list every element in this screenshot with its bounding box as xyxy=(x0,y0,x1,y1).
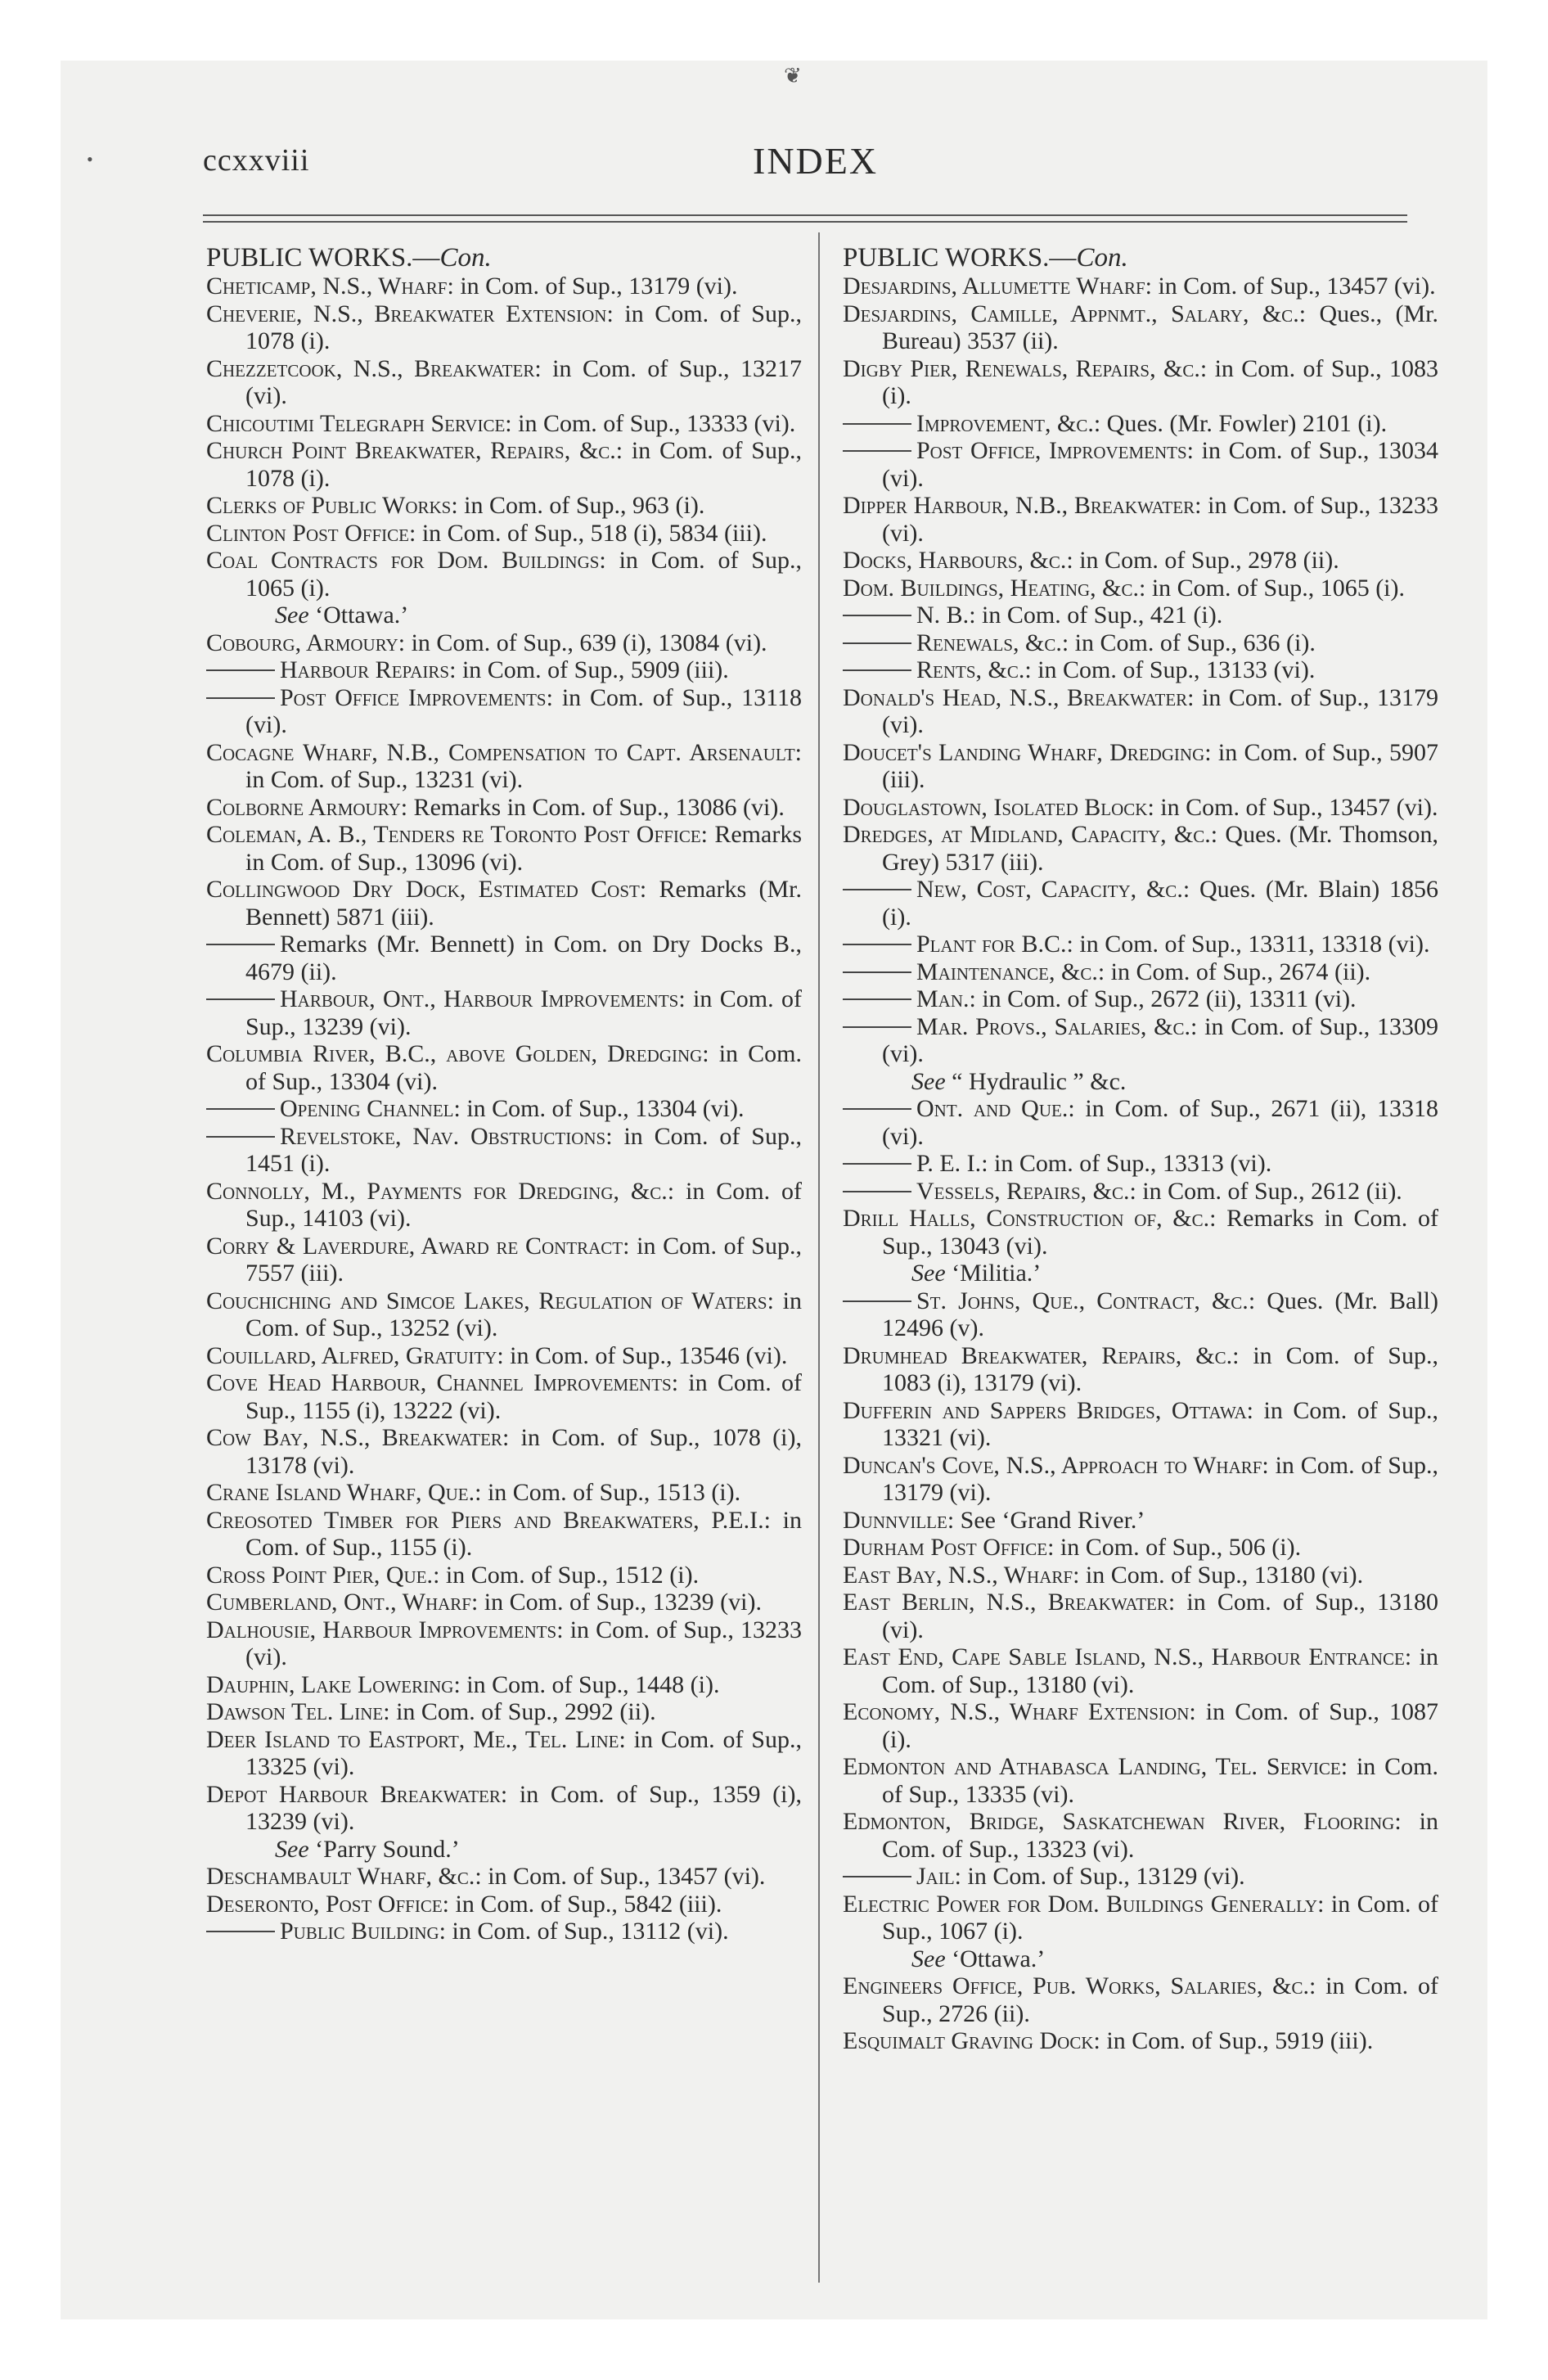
entry-reference: : in Com. of Sup., 13546 (vi). xyxy=(497,1341,788,1369)
entry-heading: N. B. xyxy=(916,602,970,629)
entry-reference: “ Hydraulic ” &c. xyxy=(952,1067,1127,1095)
entry-heading: Renewals, &c. xyxy=(916,629,1062,656)
entry-reference: : in Com. of Sup., 518 (i), 5834 (iii). xyxy=(408,519,767,547)
entry-reference: : Ques. (Mr. Fowler) 2101 (i). xyxy=(1093,409,1388,437)
see-reference: See xyxy=(275,1835,309,1863)
repeat-dash xyxy=(206,1931,275,1932)
entry-reference: : in Com. of Sup., 13304 (vi). xyxy=(453,1095,745,1122)
see-reference: See xyxy=(911,1067,946,1095)
index-entry xyxy=(206,1123,802,1178)
header-rule-second xyxy=(203,221,1407,223)
see-reference: See xyxy=(911,1260,946,1287)
entry-heading: Dredges, at Midland, Capacity, &c. xyxy=(843,821,1211,848)
index-entry xyxy=(843,1945,1438,1973)
index-entry xyxy=(206,794,802,822)
entry-heading: Dalhousie, Harbour Improvements xyxy=(206,1616,557,1643)
entry-heading: Drumhead Breakwater, Repairs, &c. xyxy=(843,1341,1233,1369)
entry-heading: Cross Point Pier, Que. xyxy=(206,1561,434,1589)
entry-reference: : in Com. of Sup., 1078 (i). xyxy=(245,300,802,354)
entry-heading: East End, Cape Sable Island, N.S., Harbour Entrance xyxy=(843,1643,1405,1670)
entry-reference: : Remarks (Mr. Bennett) 5871 (iii). xyxy=(245,876,802,931)
entry-heading: Edmonton, Bridge, Saskatchewan River, Flooring xyxy=(843,1808,1395,1835)
entry-heading: Dom. Buildings, Heating, &c. xyxy=(843,574,1139,602)
repeat-dash xyxy=(843,615,911,616)
entry-reference: : in Com. of Sup., 1078 (i), 13178 (vi). xyxy=(245,1424,802,1479)
entry-heading: Vessels, Repairs, &c. xyxy=(916,1177,1130,1205)
entry-heading: Post Office Improvements xyxy=(280,683,547,711)
margin-mark: • xyxy=(87,149,93,169)
entry-heading: Deseronto, Post Office xyxy=(206,1890,443,1918)
index-entry xyxy=(206,1287,802,1342)
repeat-dash xyxy=(206,697,275,699)
index-entry xyxy=(843,931,1438,958)
repeat-dash xyxy=(843,1191,911,1192)
entry-heading: Harbour, Ont., Harbour Improvements xyxy=(280,985,679,1012)
index-entry xyxy=(843,1013,1438,1068)
index-entry xyxy=(206,1616,802,1671)
index-entry xyxy=(843,958,1438,986)
index-entry xyxy=(206,931,802,985)
index-entry xyxy=(206,1698,802,1726)
column-heading xyxy=(206,244,802,272)
entry-reference: : in Com. of Sup., 13133 (vi). xyxy=(1024,656,1316,683)
see-reference: See xyxy=(275,602,309,629)
index-entry xyxy=(843,492,1438,547)
index-entries xyxy=(843,273,1438,2055)
repeat-dash xyxy=(843,1026,911,1028)
index-entry xyxy=(843,410,1438,438)
index-entry xyxy=(843,437,1438,492)
heading-con: Con. xyxy=(439,243,492,273)
index-entry xyxy=(206,1424,802,1479)
index-entry xyxy=(843,985,1438,1013)
index-entry xyxy=(843,1753,1438,1808)
entry-reference: : Ques. (Mr. Ball) 12496 (v). xyxy=(882,1287,1438,1341)
entry-reference: : in Com. of Sup., 1078 (i). xyxy=(245,437,802,492)
entry-reference: : in Com. of Sup., 13252 (vi). xyxy=(245,1287,802,1341)
heading-text: PUBLIC WORKS.— xyxy=(206,243,440,273)
entry-reference: : in Com. of Sup., 1065 (i). xyxy=(1139,574,1406,602)
entry-reference: : in Com. of Sup., 636 (i). xyxy=(1061,629,1316,656)
repeat-dash xyxy=(843,889,911,890)
entry-heading: Cove Head Harbour, Channel Improvements xyxy=(206,1369,672,1396)
entry-heading: Depot Harbour Breakwater xyxy=(206,1780,501,1808)
entry-reference: : in Com. of Sup., 5909 (iii). xyxy=(449,656,729,683)
entry-heading: Dufferin and Sappers Bridges, Ottawa xyxy=(843,1396,1247,1424)
entry-reference: : in Com. of Sup., 2671 (ii), 13318 (vi). xyxy=(882,1095,1438,1150)
entry-heading: Durham Post Office xyxy=(843,1534,1048,1561)
entry-heading: Deschambault Wharf, &c. xyxy=(206,1863,475,1890)
entry-heading: Harbour Repairs xyxy=(280,656,450,683)
index-entry xyxy=(206,355,802,410)
repeat-dash xyxy=(843,1108,911,1110)
entry-heading: Colborne Armoury xyxy=(206,793,401,821)
index-entry xyxy=(843,575,1438,602)
entry-heading: Connolly, M., Payments for Dredging, &c. xyxy=(206,1177,668,1205)
entry-reference: : in Com. of Sup., 13180 (vi). xyxy=(882,1643,1438,1698)
index-entry xyxy=(206,821,802,876)
entry-heading: Maintenance, &c. xyxy=(916,958,1098,985)
entry-reference: : in Com. of Sup., 1359 (i), 13239 (vi). xyxy=(245,1780,802,1835)
entry-reference: : in Com. of Sup., 1065 (i). xyxy=(245,547,802,602)
entry-reference: : in Com. of Sup., 14103 (vi). xyxy=(245,1177,802,1232)
entry-reference: : in Com. of Sup., 5919 (iii). xyxy=(1093,2027,1374,2054)
entry-reference: : in Com. of Sup., 2992 (ii). xyxy=(383,1698,656,1725)
entry-heading: Collingwood Dry Dock, Estimated Cost xyxy=(206,876,640,903)
index-entry xyxy=(206,1178,802,1233)
index-entry xyxy=(843,1891,1438,1945)
entry-heading: Desjardins, Allumette Wharf xyxy=(843,273,1145,300)
entry-reference: : Remarks in Com. of Sup., 13096 (vi). xyxy=(245,821,802,876)
repeat-dash xyxy=(206,1136,275,1138)
index-entry xyxy=(843,1205,1438,1260)
entry-reference: : in Com. of Sup., 639 (i), 13084 (vi). xyxy=(398,629,767,656)
entry-heading: Doucet's Landing Wharf, Dredging xyxy=(843,738,1205,766)
entry-reference: : in Com. of Sup., 13323 (vi). xyxy=(882,1808,1439,1863)
entry-reference: ‘Parry Sound.’ xyxy=(315,1835,460,1863)
entry-heading: Cobourg, Armoury xyxy=(206,629,398,656)
index-entry xyxy=(206,1233,802,1287)
entry-reference: : in Com. of Sup., 1451 (i). xyxy=(245,1122,802,1177)
index-entry xyxy=(843,1287,1438,1342)
entry-heading: Couillard, Alfred, Gratuity xyxy=(206,1341,497,1369)
entry-heading: Cheverie, N.S., Breakwater Extension xyxy=(206,300,607,327)
ornament-mark: ❦ xyxy=(784,64,802,88)
index-entry xyxy=(843,739,1438,794)
entry-heading: Digby Pier, Renewals, Repairs, &c. xyxy=(843,354,1200,382)
entry-reference: : Ques. (Mr. Blain) 1856 (i). xyxy=(882,876,1438,931)
entry-heading: Opening Channel xyxy=(280,1095,454,1122)
heading-text: PUBLIC WORKS.— xyxy=(843,243,1077,273)
index-entry xyxy=(206,1342,802,1370)
entry-reference: : in Com. of Sup., 13217 (vi). xyxy=(245,354,802,409)
index-entry xyxy=(843,1808,1438,1863)
entry-reference: : in Com. of Sup., 13179 (vi). xyxy=(882,683,1438,738)
entry-heading: Public Building xyxy=(280,1918,439,1945)
entry-heading: Jail xyxy=(916,1863,955,1890)
entry-heading: Corry & Laverdure, Award re Contract xyxy=(206,1232,623,1260)
repeat-dash xyxy=(843,642,911,644)
left-column xyxy=(206,244,802,1945)
index-entry xyxy=(843,547,1438,575)
entry-heading: Dauphin, Lake Lowering xyxy=(206,1670,454,1698)
index-entry xyxy=(206,1781,802,1836)
index-entry xyxy=(843,684,1438,739)
repeat-dash xyxy=(843,944,911,945)
entry-reference: : in Com. of Sup., 1448 (i). xyxy=(453,1670,720,1698)
entry-heading: Dipper Harbour, N.B., Breakwater xyxy=(843,492,1195,519)
entry-reference: : in Com. of Sup., 1155 (i). xyxy=(245,1506,803,1561)
index-entry xyxy=(206,1891,802,1918)
index-entry xyxy=(843,1562,1438,1589)
index-entry xyxy=(206,1671,802,1699)
index-entry xyxy=(206,547,802,602)
index-entry xyxy=(843,1150,1438,1178)
entry-reference: : in Com. of Sup., 13304 (vi). xyxy=(245,1040,802,1095)
entry-reference: : in Com. of Sup., 1083 (i). xyxy=(882,354,1438,409)
entry-reference: : in Com. of Sup., 13321 (vi). xyxy=(882,1396,1438,1451)
index-entry xyxy=(843,1863,1438,1891)
entry-reference: : in Com. of Sup., 13313 (vi). xyxy=(981,1150,1272,1177)
entry-heading: Esquimalt Graving Dock xyxy=(843,2027,1094,2054)
index-entry xyxy=(206,410,802,438)
entry-heading: Revelstoke, Nav. Obstructions xyxy=(280,1122,606,1150)
index-entry xyxy=(206,1836,802,1864)
index-entry xyxy=(843,1260,1438,1287)
index-entry xyxy=(843,821,1438,876)
repeat-dash xyxy=(843,998,911,1000)
entry-heading: Drill Halls, Construction of, &c. xyxy=(843,1205,1210,1232)
entry-reference: : Ques. (Mr. Thomson, Grey) 5317 (iii). xyxy=(882,821,1438,876)
entry-reference: : in Com. of Sup., 13457 (vi). xyxy=(475,1863,766,1890)
repeat-dash xyxy=(843,450,911,452)
entry-reference: : Remarks in Com. of Sup., 13086 (vi). xyxy=(400,793,785,821)
entry-heading: Cumberland, Ont., Wharf xyxy=(206,1589,471,1616)
index-entry xyxy=(843,794,1438,822)
entry-reference: : in Com. of Sup., 13179 (vi). xyxy=(882,1451,1438,1506)
page-number: ccxxviii xyxy=(203,143,310,178)
index-entry xyxy=(843,273,1438,300)
entry-reference: ‘Militia.’ xyxy=(952,1260,1042,1287)
entry-reference: : in Com. of Sup., 1512 (i). xyxy=(433,1561,700,1589)
entry-heading: Rents, &c. xyxy=(916,656,1025,683)
index-entry xyxy=(843,1178,1438,1206)
heading-con: Con. xyxy=(1076,243,1128,273)
index-entry xyxy=(206,492,802,520)
index-entry xyxy=(206,1726,802,1781)
column-heading xyxy=(843,244,1438,272)
entry-reference: : in Com. of Sup., 2672 (ii), 13311 (vi). xyxy=(969,985,1357,1012)
index-entry xyxy=(206,437,802,492)
index-entry xyxy=(843,1643,1438,1698)
index-entry xyxy=(206,629,802,657)
entry-reference: : in Com. of Sup., 13180 (vi). xyxy=(1073,1561,1364,1589)
entry-reference: : in Com. of Sup., 13333 (vi). xyxy=(505,409,796,437)
entry-reference: : in Com. of Sup., 13457 (vi). xyxy=(1147,793,1438,821)
index-entry xyxy=(843,1534,1438,1562)
index-entry xyxy=(206,520,802,548)
index-entry xyxy=(843,629,1438,657)
index-entry xyxy=(206,1863,802,1891)
entry-reference: ‘Ottawa.’ xyxy=(952,1945,1046,1972)
entry-heading: Deer Island to Eastport, Me., Tel. Line xyxy=(206,1725,619,1753)
entry-reference: : in Com. of Sup., 13239 (vi). xyxy=(245,985,802,1040)
index-entry xyxy=(206,1479,802,1507)
entry-reference: : in Com. of Sup., 13309 (vi). xyxy=(882,1012,1438,1067)
entry-heading: East Berlin, N.S., Breakwater xyxy=(843,1589,1168,1616)
entry-heading: Cheticamp, N.S., Wharf xyxy=(206,273,448,300)
entry-reference: : in Com. of Sup., 13180 (vi). xyxy=(882,1589,1438,1643)
entry-reference: : in Com. of Sup., 2726 (ii). xyxy=(882,1972,1438,2027)
entry-reference: : in Com. of Sup., 7557 (iii). xyxy=(245,1232,802,1287)
entry-reference: : in Com. of Sup., 2674 (ii). xyxy=(1097,958,1371,985)
entry-heading: Chezzetcook, N.S., Breakwater xyxy=(206,354,535,382)
index-entry xyxy=(843,1507,1438,1535)
entry-reference: ‘Ottawa.’ xyxy=(315,602,409,629)
index-entry xyxy=(843,1452,1438,1507)
entry-heading: New, Cost, Capacity, &c. xyxy=(916,876,1183,903)
entry-reference: : in Com. of Sup., 1087 (i). xyxy=(882,1698,1438,1753)
repeat-dash xyxy=(843,971,911,973)
entry-heading: Duncan's Cove, N.S., Approach to Wharf xyxy=(843,1451,1262,1479)
repeat-dash xyxy=(206,1108,275,1110)
repeat-dash xyxy=(206,998,275,1000)
repeat-dash xyxy=(206,944,275,945)
entry-heading: Engineers Office, Pub. Works, Salaries, &c. xyxy=(843,1972,1309,1999)
index-entry xyxy=(206,1369,802,1424)
index-entry xyxy=(843,300,1438,355)
index-entry xyxy=(843,1397,1438,1452)
entry-heading: Cocagne Wharf, N.B., Compensation to Capt. Arsenault xyxy=(206,738,795,766)
entry-reference: : in Com. of Sup., 13179 (vi). xyxy=(447,273,738,300)
entry-reference: : in Com. of Sup., 5842 (iii). xyxy=(442,1890,722,1918)
entry-reference: : Remarks in Com. of Sup., 13043 (vi). xyxy=(882,1205,1438,1260)
entry-heading: Douglastown, Isolated Block xyxy=(843,793,1148,821)
entry-reference: : in Com. of Sup., 5907 (iii). xyxy=(882,738,1438,793)
entry-heading: Mar. Provs., Salaries, &c. xyxy=(916,1012,1191,1040)
index-entry xyxy=(206,300,802,355)
index-entry xyxy=(206,1562,802,1589)
entry-heading: Coal Contracts for Dom. Buildings xyxy=(206,547,600,574)
entry-heading: Donald's Head, N.S., Breakwater xyxy=(843,683,1188,711)
entry-heading: Economy, N.S., Wharf Extension xyxy=(843,1698,1190,1725)
page-title: INDEX xyxy=(753,140,879,182)
entry-heading: Coleman, A. B., Tenders re Toronto Post Office xyxy=(206,821,701,848)
index-entry xyxy=(843,876,1438,931)
entry-heading: Man. xyxy=(916,985,970,1012)
entry-reference: : in Com. of Sup., 13129 (vi). xyxy=(954,1863,1245,1890)
index-entries xyxy=(206,273,802,1945)
entry-reference: : in Com. of Sup., 1067 (i). xyxy=(882,1890,1438,1945)
repeat-dash xyxy=(843,1300,911,1302)
index-entry xyxy=(206,273,802,300)
repeat-dash xyxy=(206,669,275,671)
index-entry xyxy=(206,602,802,629)
index-entry xyxy=(843,602,1438,629)
repeat-dash xyxy=(843,1163,911,1165)
index-entry xyxy=(843,2027,1438,2055)
entry-reference: : in Com. of Sup., 13457 (vi). xyxy=(1145,273,1436,300)
index-entry xyxy=(206,656,802,684)
entry-reference: : in Com. of Sup., 2978 (ii). xyxy=(1066,547,1339,574)
index-entry xyxy=(206,985,802,1040)
entry-heading: Dunnville xyxy=(843,1506,947,1534)
index-entry xyxy=(206,739,802,794)
entry-reference: : in Com. of Sup., 13233 (vi). xyxy=(245,1616,802,1670)
entry-heading: Creosoted Timber for Piers and Breakwaters, P.E.I. xyxy=(206,1506,764,1534)
entry-heading: P. E. I. xyxy=(916,1150,982,1177)
entry-heading: Clerks of Public Works xyxy=(206,492,452,519)
repeat-dash xyxy=(843,1876,911,1877)
index-entry xyxy=(843,1972,1438,2027)
index-entry xyxy=(206,1589,802,1616)
index-entry xyxy=(843,656,1438,684)
entry-reference: : in Com. of Sup., 421 (i). xyxy=(969,602,1223,629)
see-reference: See xyxy=(911,1945,946,1972)
right-column xyxy=(843,244,1438,2055)
index-entry xyxy=(843,1698,1438,1753)
entry-reference: : in Com. of Sup., 13034 (vi). xyxy=(882,437,1438,492)
entry-heading: Dawson Tel. Line xyxy=(206,1698,384,1725)
index-entry xyxy=(206,1040,802,1095)
entry-heading: Plant for B.C. xyxy=(916,931,1067,958)
entry-reference: : in Com. of Sup., 13231 (vi). xyxy=(245,738,802,793)
entry-reference: : in Com. of Sup., 13311, 13318 (vi). xyxy=(1066,931,1430,958)
entry-heading: East Bay, N.S., Wharf xyxy=(843,1561,1073,1589)
entry-reference: Remarks (Mr. Bennett) in Com. on Dry Docks B., 4679 (ii). xyxy=(245,931,802,985)
index-entry xyxy=(843,1342,1438,1397)
entry-heading: Electric Power for Dom. Buildings Generally xyxy=(843,1890,1318,1918)
repeat-dash xyxy=(843,669,911,671)
entry-reference: : in Com. of Sup., 13112 (vi). xyxy=(439,1918,729,1945)
index-entry xyxy=(206,1918,802,1945)
entry-heading: Columbia River, B.C., above Golden, Dredging xyxy=(206,1040,703,1067)
column-divider xyxy=(818,232,820,2283)
entry-reference: : in Com. of Sup., 963 (i). xyxy=(451,492,705,519)
entry-reference: : in Com. of Sup., 1155 (i), 13222 (vi). xyxy=(245,1369,802,1424)
entry-heading: Desjardins, Camille, Appnmt., Salary, &c. xyxy=(843,300,1299,327)
index-entry xyxy=(843,1095,1438,1150)
index-entry xyxy=(206,1095,802,1123)
entry-heading: St. Johns, Que., Contract, &c. xyxy=(916,1287,1249,1314)
entry-heading: Edmonton and Athabasca Landing, Tel. Service xyxy=(843,1753,1341,1780)
entry-reference: : Ques., (Mr. Bureau) 3537 (ii). xyxy=(882,300,1439,354)
entry-heading: Couchiching and Simcoe Lakes, Regulation of Waters xyxy=(206,1287,767,1314)
entry-reference: : in Com. of Sup., 1083 (i), 13179 (vi). xyxy=(882,1341,1438,1396)
entry-reference: : in Com. of Sup., 13118 (vi). xyxy=(245,683,803,738)
entry-reference: : in Com. of Sup., 13335 (vi). xyxy=(882,1753,1438,1808)
entry-heading: Crane Island Wharf, Que. xyxy=(206,1479,475,1506)
entry-reference: : in Com. of Sup., 13325 (vi). xyxy=(245,1725,802,1780)
header-rule xyxy=(203,214,1407,216)
entry-heading: Clinton Post Office xyxy=(206,519,409,547)
entry-reference: : in Com. of Sup., 506 (i). xyxy=(1047,1534,1302,1561)
entry-reference: : See ‘Grand River.’ xyxy=(947,1506,1145,1534)
entry-reference: : in Com. of Sup., 2612 (ii). xyxy=(1129,1177,1402,1205)
entry-reference: : in Com. of Sup., 13233 (vi). xyxy=(882,492,1438,547)
index-entry xyxy=(206,1507,802,1562)
entry-reference: : in Com. of Sup., 1513 (i). xyxy=(475,1479,741,1506)
index-entry xyxy=(843,355,1438,410)
entry-heading: Docks, Harbours, &c. xyxy=(843,547,1067,574)
entry-heading: Ont. and Que. xyxy=(916,1095,1069,1122)
entry-heading: Post Office, Improvements xyxy=(916,437,1187,464)
entry-heading: Chicoutimi Telegraph Service xyxy=(206,409,506,437)
entry-heading: Cow Bay, N.S., Breakwater xyxy=(206,1424,502,1451)
scanned-page xyxy=(61,61,1487,2319)
entry-heading: Improvement, &c. xyxy=(916,409,1094,437)
index-entry xyxy=(843,1068,1438,1096)
index-entry xyxy=(206,684,802,739)
index-entry xyxy=(843,1589,1438,1643)
entry-heading: Church Point Breakwater, Repairs, &c. xyxy=(206,437,616,464)
entry-reference: : in Com. of Sup., 13239 (vi). xyxy=(470,1589,762,1616)
index-entry xyxy=(206,876,802,931)
repeat-dash xyxy=(843,423,911,425)
